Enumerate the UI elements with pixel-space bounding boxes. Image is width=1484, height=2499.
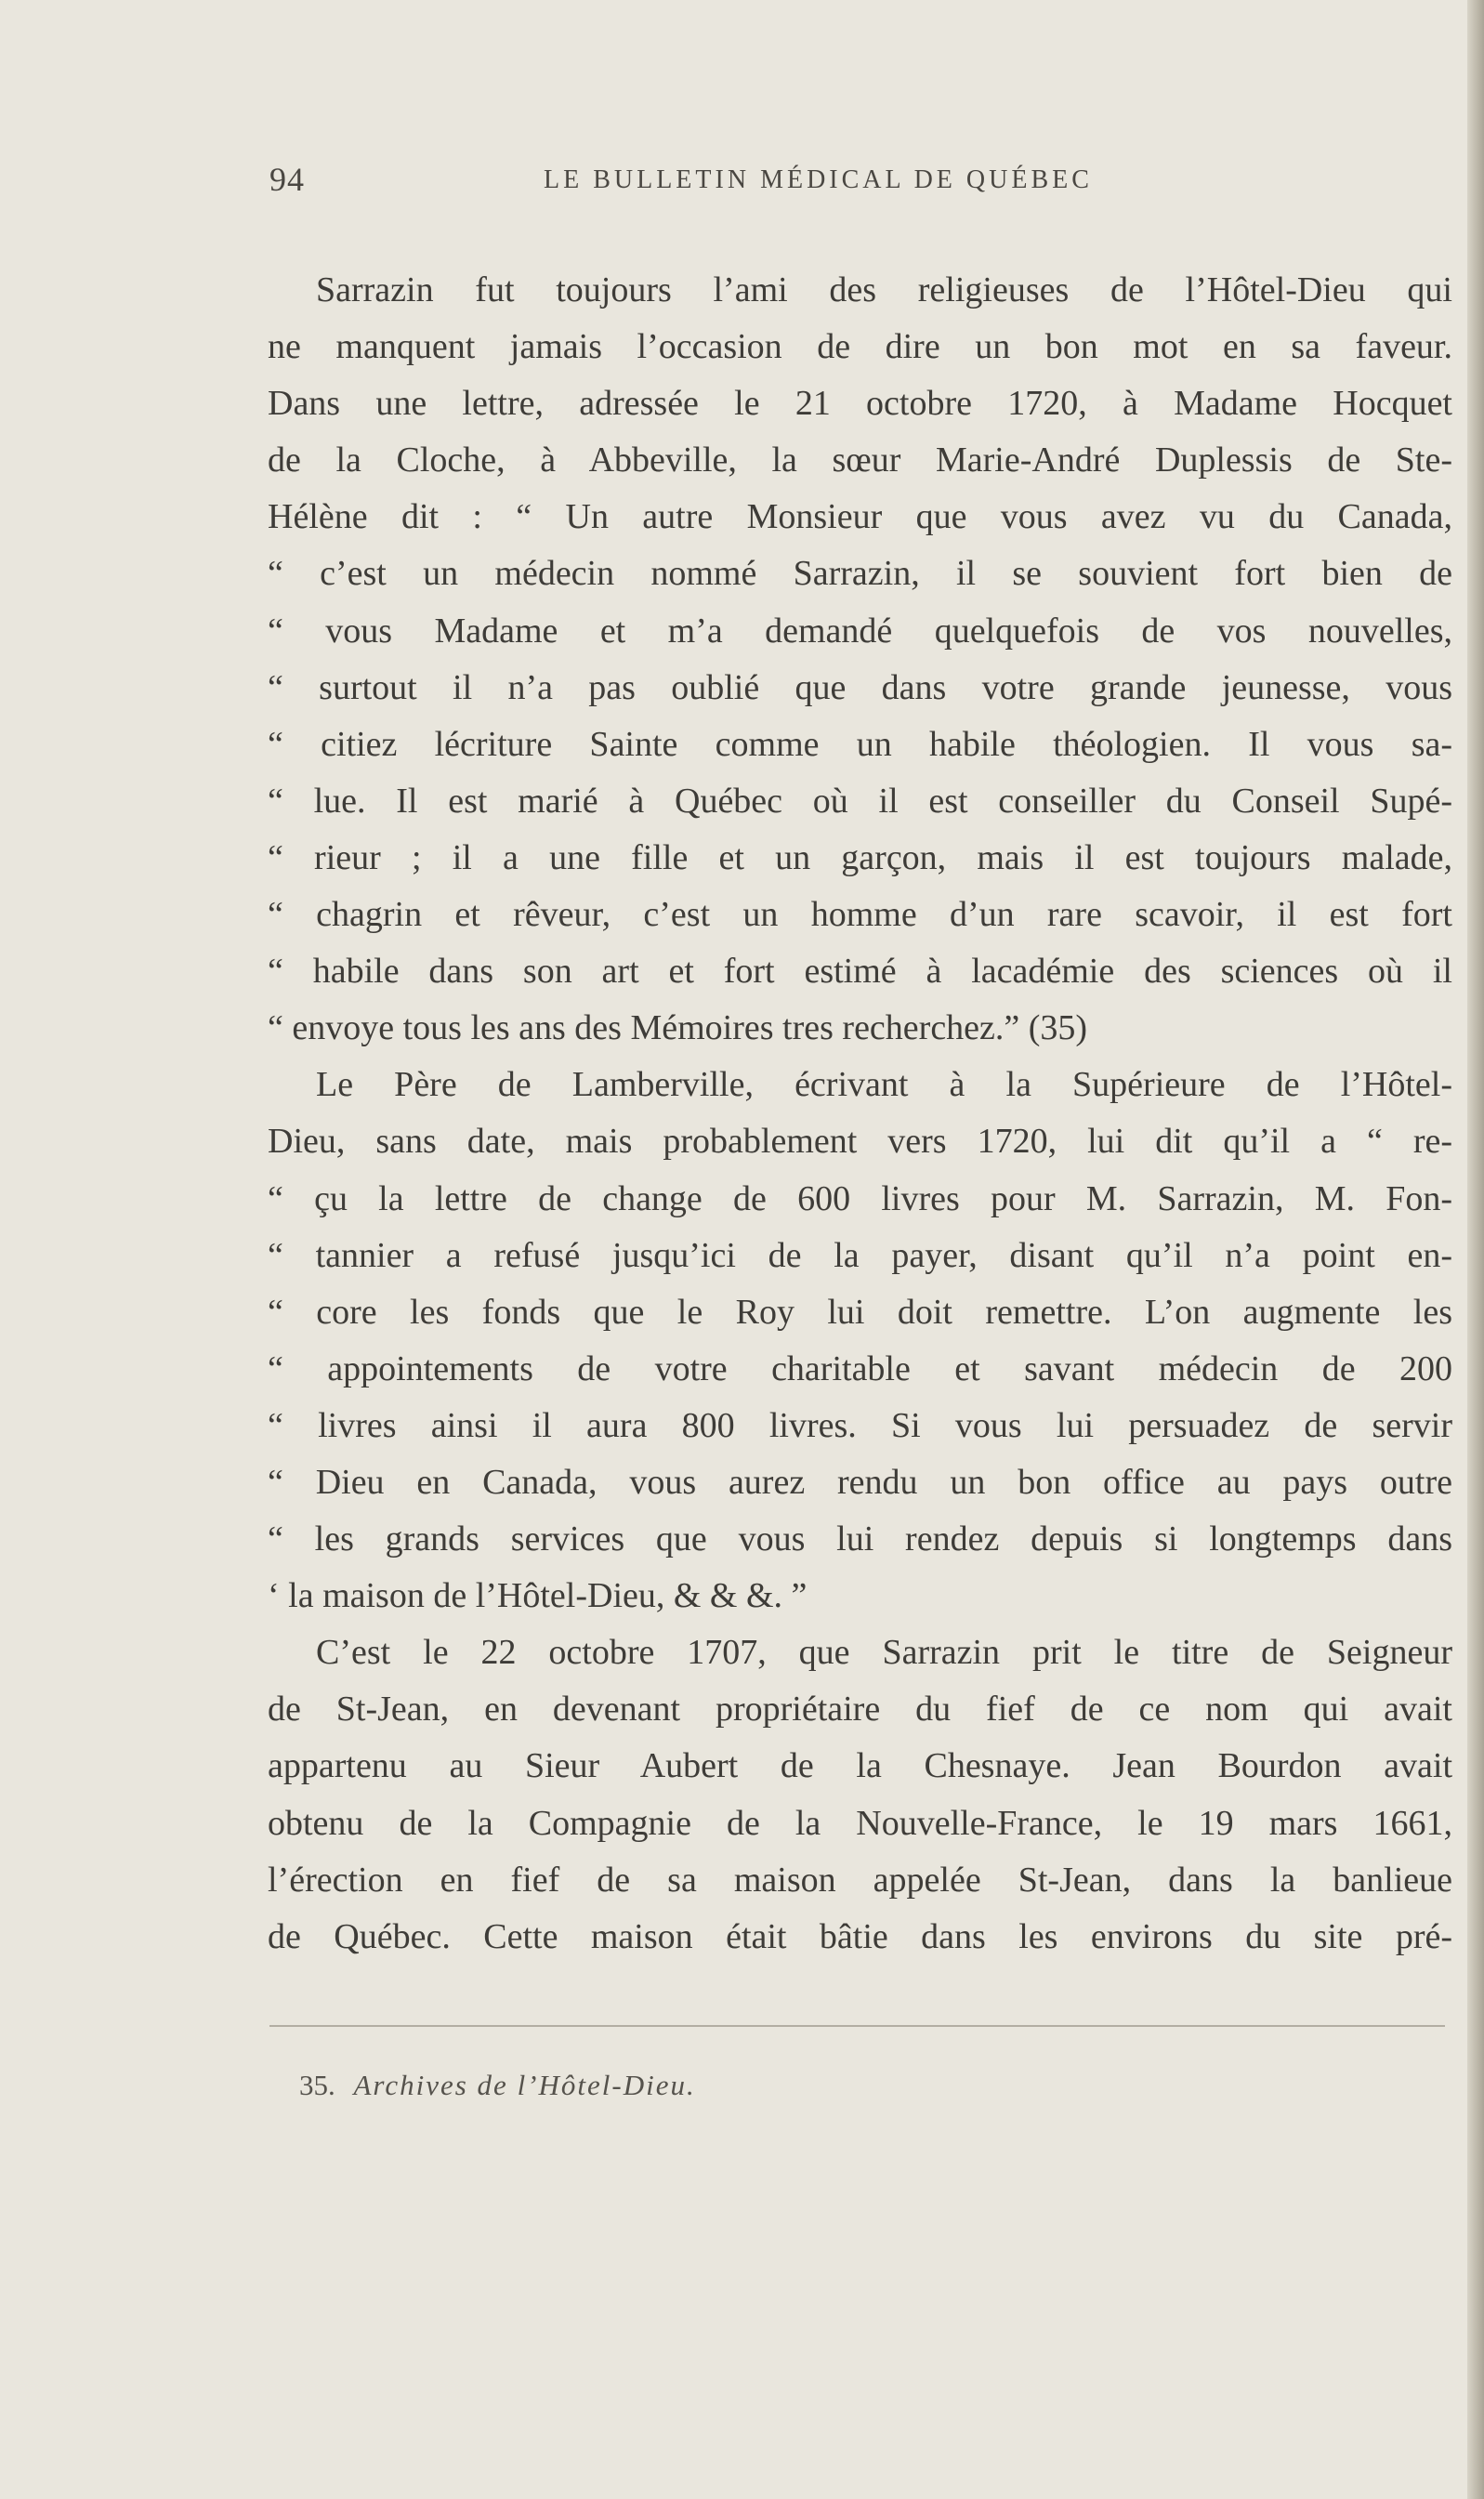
text-line: ne manquent jamais l’occasion de dire un bon mot en sa faveur.: [268, 327, 1452, 367]
text-line: “ rieur ; il a une fille et un garçon, mais il est toujours malade,: [268, 837, 1452, 877]
body-text: [268, 262, 1452, 1966]
text-line: de la Cloche, à Abbeville, la sœur Marie-André Duplessis de Ste-: [268, 441, 1452, 480]
text-line: “ livres ainsi il aura 800 livres. Si vous lui persuadez de servir: [268, 1405, 1452, 1445]
text-line: “ vous Madame et m’a demandé quelquefois de vos nouvelles,: [268, 611, 1452, 651]
text-line: Sarrazin fut toujours l’ami des religieuses de l’Hôtel-Dieu qui: [316, 270, 1452, 309]
text-line: “ çu la lettre de change de 600 livres pour M. Sarrazin, M. Fon-: [268, 1178, 1452, 1218]
footnote-text: Archives de l’Hôtel-Dieu.: [353, 2069, 696, 2101]
text-line: “ chagrin et rêveur, c’est un homme d’un rare scavoir, il est fort: [268, 895, 1452, 935]
text-line: l’érection en fief de sa maison appelée St-Jean, dans la banlieue: [268, 1860, 1452, 1900]
page-header: [269, 160, 1199, 206]
text-line: “ habile dans son art et fort estimé à lacadémie des sciences où il: [268, 952, 1452, 992]
text-line: “ les grands services que vous lui rendez depuis si longtemps dans: [268, 1519, 1452, 1559]
text-line: Le Père de Lamberville, écrivant à la Supérieure de l’Hôtel-: [316, 1065, 1452, 1105]
running-title: LE BULLETIN MÉDICAL DE QUÉBEC: [544, 165, 1093, 194]
text-line: “ appointements de votre charitable et savant médecin de 200: [268, 1348, 1452, 1388]
text-line: Dieu, sans date, mais probablement vers 1720, lui dit qu’il a “ re-: [268, 1122, 1452, 1162]
text-line: C’est le 22 octobre 1707, que Sarrazin prit le titre de Seigneur: [316, 1633, 1452, 1673]
footnote-rule: [269, 2025, 1445, 2027]
text-line: “ core les fonds que le Roy lui doit remettre. L’on augmente les: [268, 1292, 1452, 1332]
text-line: de Québec. Cette maison était bâtie dans les environs du site pré-: [268, 1916, 1452, 1956]
text-line: “ lue. Il est marié à Québec où il est conseiller du Conseil Supé-: [268, 781, 1452, 821]
text-line: appartenu au Sieur Aubert de la Chesnaye. Jean Bourdon avait: [268, 1746, 1452, 1786]
page-number: 94: [269, 161, 305, 198]
text-line: “ surtout il n’a pas oublié que dans votre grande jeunesse, vous: [268, 667, 1452, 707]
text-line: “ citiez lécriture Sainte comme un habile théologien. Il vous sa-: [268, 724, 1452, 764]
text-line: de St-Jean, en devenant propriétaire du fief de ce nom qui avait: [268, 1690, 1452, 1730]
page-edge-shadow: [1467, 0, 1484, 2499]
text-line: “ c’est un médecin nommé Sarrazin, il se souvient fort bien de: [268, 554, 1452, 594]
text-line: Dans une lettre, adressée le 21 octobre 1720, à Madame Hocquet: [268, 384, 1452, 424]
text-line: ‘ la maison de l’Hôtel-Dieu, & & &. ”: [268, 1576, 808, 1616]
footnote-number: 35.: [299, 2069, 335, 2101]
footnote: [299, 2069, 696, 2102]
text-line: “ envoye tous les ans des Mémoires tres recherchez.” (35): [268, 1008, 1088, 1048]
text-line: obtenu de la Compagnie de la Nouvelle-France, le 19 mars 1661,: [268, 1803, 1452, 1843]
text-line: “ Dieu en Canada, vous aurez rendu un bon office au pays outre: [268, 1462, 1452, 1502]
text-line: “ tannier a refusé jusqu’ici de la payer, disant qu’il n’a point en-: [268, 1235, 1452, 1275]
text-line: Hélène dit : “ Un autre Monsieur que vous avez vu du Canada,: [268, 497, 1452, 537]
